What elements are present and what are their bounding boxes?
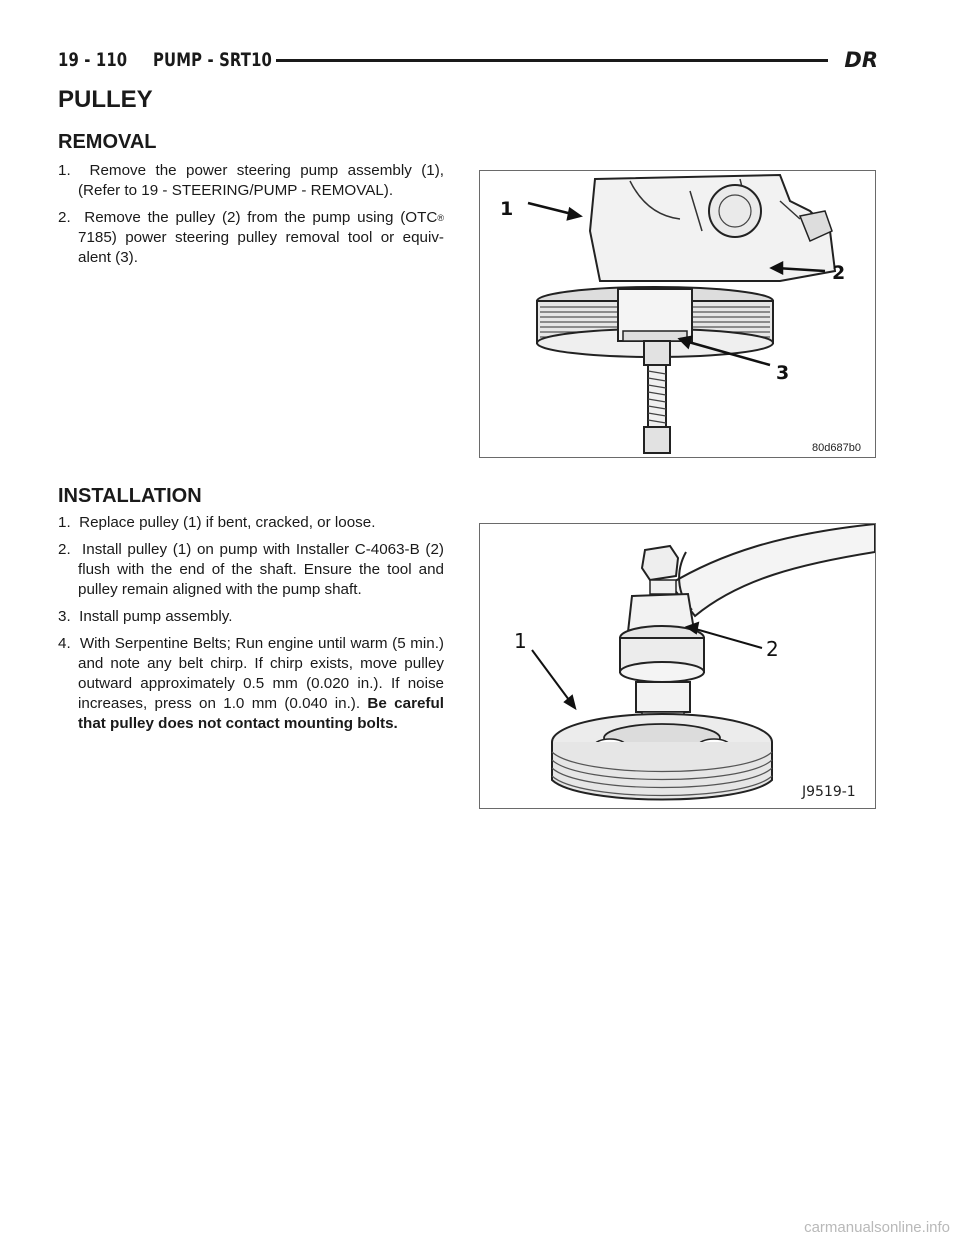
list-item — [58, 208, 444, 268]
list-item — [58, 161, 444, 201]
page-title: PULLEY — [58, 86, 153, 113]
header-rule — [276, 59, 828, 62]
figure-id-label: J9519-1 — [802, 784, 856, 800]
installation-heading: INSTALLATION — [58, 485, 202, 507]
caution-text: Be careful that pulley does not contact mounting bolts. — [78, 695, 444, 732]
figure-id-label: 80d687b0 — [812, 442, 861, 454]
step-text: Replace pulley (1) if bent, cracked, or loose. — [79, 514, 376, 531]
removal-figure — [479, 170, 876, 458]
step-number: 3. — [58, 608, 71, 625]
step-text: Install pump assembly. — [79, 608, 233, 625]
step-number: 2. — [58, 209, 71, 226]
list-item — [58, 513, 444, 533]
model-code: DR — [844, 48, 878, 72]
callout-1: 1 — [500, 198, 514, 220]
callout-2: 2 — [766, 637, 779, 661]
list-item — [58, 634, 444, 734]
callout-2: 2 — [832, 262, 846, 284]
step-number: 1. — [58, 514, 71, 531]
section-title: PUMP - SRT10 — [153, 49, 273, 71]
registered-mark: ® — [437, 213, 444, 223]
watermark: carmanualsonline.info — [804, 1219, 950, 1236]
removal-steps — [58, 161, 444, 275]
page-header — [58, 44, 878, 74]
page-number: 19 - 110 — [58, 49, 128, 71]
step-text: With Serpentine Belts; Run engine until warm (5 min.) and note any belt chirp. If chirp exists, move pulley outward approximately 0.5 mm (0.020 in.). If noise increases, press on 1.0 mm (0.040 in.). — [78, 635, 444, 712]
step-text: Remove the pulley (2) from the pump using (OTC — [84, 209, 438, 226]
step-text-continued: 7185) power steering pulley removal tool or equiv-alent (3). — [78, 229, 444, 266]
callout-3: 3 — [776, 362, 790, 384]
pulley-install-illustration — [480, 524, 875, 808]
list-item — [58, 540, 444, 600]
installation-figure — [479, 523, 876, 809]
step-number: 2. — [58, 541, 71, 558]
step-text: Remove the power steering pump assembly (1), (Refer to 19 - STEERING/PUMP - REMOVAL). — [78, 162, 444, 199]
list-item — [58, 607, 444, 627]
removal-heading: REMOVAL — [58, 131, 157, 153]
installation-steps — [58, 513, 444, 741]
callout-1: 1 — [514, 629, 527, 653]
pulley-removal-illustration — [480, 171, 875, 457]
step-number: 1. — [58, 162, 71, 179]
step-text: Install pulley (1) on pump with Installer C-4063-B (2) flush with the end of the shaft. Ensure the tool and pulley remain aligned with the pump shaft. — [78, 541, 444, 598]
step-number: 4. — [58, 635, 71, 652]
